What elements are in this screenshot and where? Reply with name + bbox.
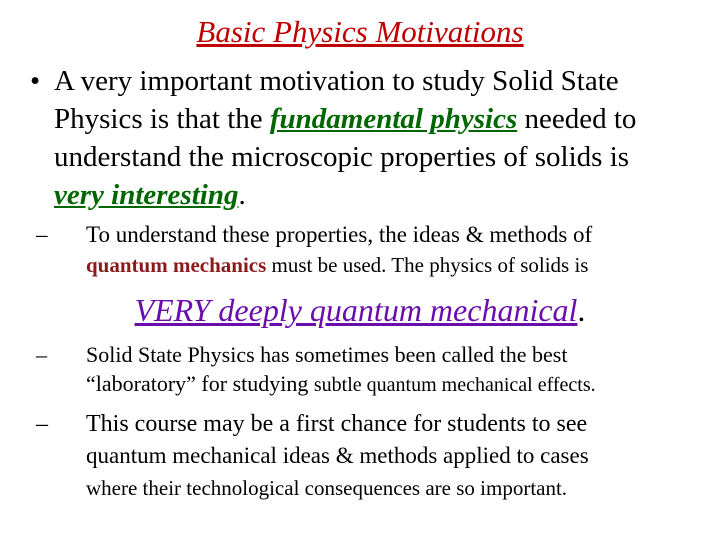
fundamental-physics-emphasis: fundamental physics [269,103,518,135]
bullet-line-2b: needed to [517,103,637,135]
bullet-line-4-end: . [238,179,246,211]
sub3-line-2: quantum mechanical ideas & methods applied to cases [86,443,589,468]
emphasis-text: VERY deeply quantum mechanical [134,292,578,328]
sub-bullet-1-text [86,220,716,280]
emphasis-period: . [577,292,586,328]
very-interesting-emphasis: very interesting [54,179,239,211]
sub1-line-1: To understand these properties, the ideas & methods of [86,222,593,247]
dash-marker: – [36,342,47,367]
bullet-line-2a: Physics is that the [54,103,270,135]
dash-marker: – [36,222,48,247]
sub-bullet-3-text [86,408,716,504]
bullet-marker: • [30,65,41,97]
sub1-line-2: must be used. The physics of solids is [266,253,589,277]
sub-bullet-2 [36,340,716,400]
sub-bullet-1 [36,220,716,280]
dash-marker: – [36,411,48,437]
bullet-line-3: understand the microscopic properties of solids is [54,141,630,173]
bullet-line-1: A very important motivation to study Solid State [54,65,619,97]
emphasis-statement [0,290,720,330]
main-bullet-text [54,62,710,214]
slide-title: Basic Physics Motivations [196,14,524,49]
sub3-line-1: This course may be a first chance for students to see [86,411,588,437]
sub2-line-1: Solid State Physics has sometimes been called the best [86,342,568,367]
sub-bullet-2-text [86,340,716,400]
quantum-mechanics-emphasis: quantum mechanics [86,253,267,277]
sub2-line-2a: “laboratory” for studying [86,371,314,396]
sub2-line-2b: subtle quantum mechanical effects. [313,374,596,396]
sub-bullet-3 [36,408,716,504]
main-bullet [30,62,710,214]
sub3-line-3: where their technological consequences are so important. [86,476,568,500]
